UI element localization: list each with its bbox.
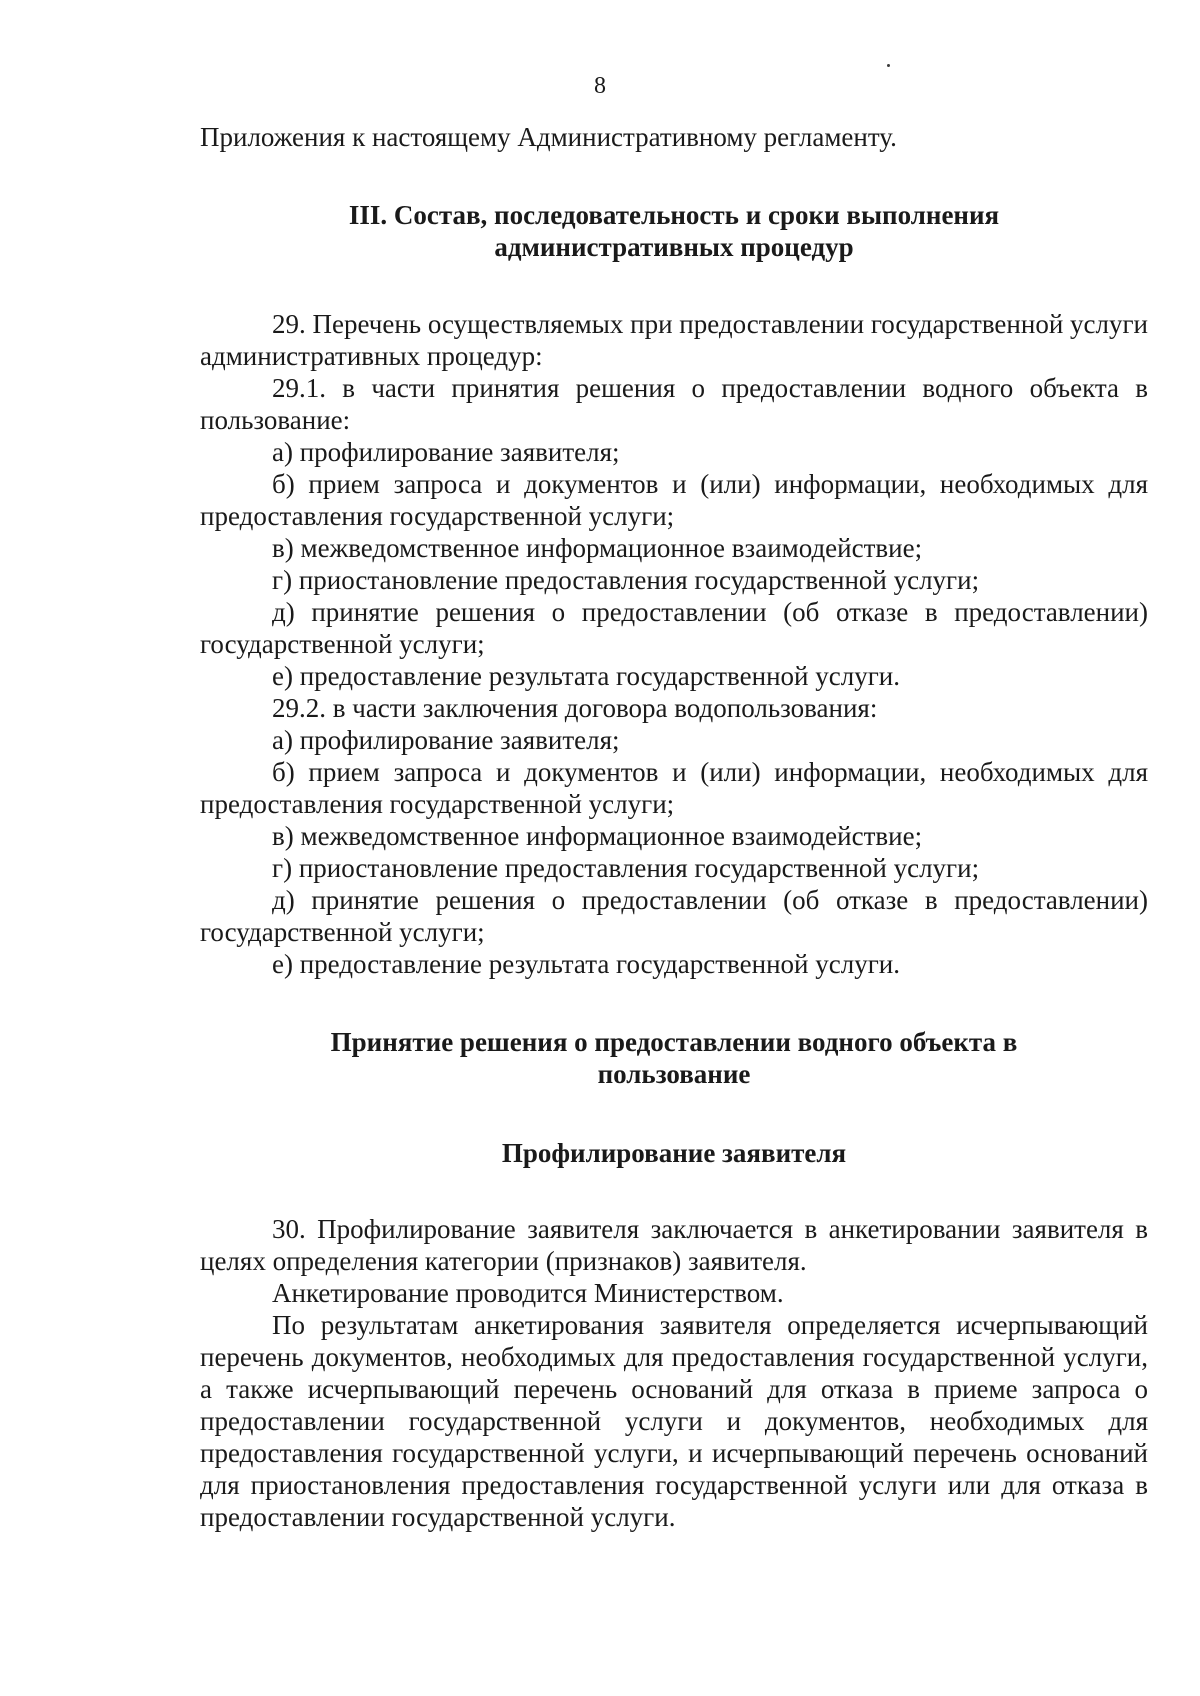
paragraph-29-1: 29.1. в части принятия решения о предоставлении водного объекта в пользование: bbox=[200, 373, 1148, 435]
list-item: е) предоставление результата государственной услуги. bbox=[272, 661, 900, 691]
paragraph-29: 29. Перечень осуществляемых при предоставлении государственной услуги административных процедур: bbox=[200, 309, 1148, 371]
subsection-heading bbox=[200, 1026, 1148, 1090]
page-number: 8 bbox=[594, 73, 606, 99]
list-item: г) приостановление предоставления государственной услуги; bbox=[272, 565, 980, 595]
list-item: б) прием запроса и документов и (или) информации, необходимых для предоставления государственной услуги; bbox=[200, 469, 1148, 531]
paragraph-30-results: По результатам анкетирования заявителя определяется исчерпывающий перечень документов, необходимых для предоставления государственной услуги, а также исчерпывающий перечень оснований для отказа в приеме запроса о предоставлении государственной услуги и документов, необходимых для предоставления государственной услуги, и исчерпывающий перечень оснований для приостановления предоставления государственной услуги или для отказа в предоставлении государственной услуги. bbox=[200, 1310, 1148, 1532]
document-body bbox=[200, 121, 1148, 1533]
section-heading-line-2: административных процедур bbox=[494, 232, 854, 262]
subsection-heading-line-2: пользование bbox=[597, 1059, 751, 1089]
list-item: г) приостановление предоставления государственной услуги; bbox=[272, 853, 980, 883]
list-item: д) принятие решения о предоставлении (об отказе в предоставлении) государственной услуги; bbox=[200, 597, 1148, 659]
subsection-heading-line-1: Принятие решения о предоставлении водного объекта в bbox=[330, 1027, 1018, 1057]
list-item: а) профилирование заявителя; bbox=[272, 437, 620, 467]
section-heading-line-1: III. Состав, последовательность и сроки выполнения bbox=[348, 200, 1000, 230]
list-item: е) предоставление результата государственной услуги. bbox=[272, 949, 900, 979]
paragraph-29-2: 29.2. в части заключения договора водопользования: bbox=[272, 693, 878, 723]
list-item: а) профилирование заявителя; bbox=[272, 725, 620, 755]
sub-subsection-heading: Профилирование заявителя bbox=[501, 1138, 847, 1168]
paragraph-30-survey: Анкетирование проводится Министерством. bbox=[272, 1278, 784, 1308]
intro-line: Приложения к настоящему Административному регламенту. bbox=[200, 122, 897, 152]
profiling-section bbox=[200, 1213, 1148, 1533]
scan-speck bbox=[887, 64, 890, 67]
list-item: в) межведомственное информационное взаимодействие; bbox=[272, 821, 923, 851]
list-item: б) прием запроса и документов и (или) информации, необходимых для предоставления государственной услуги; bbox=[200, 757, 1148, 819]
section-heading bbox=[200, 199, 1148, 263]
procedures-list bbox=[200, 308, 1148, 980]
paragraph-30: 30. Профилирование заявителя заключается в анкетировании заявителя в целях определения категории (признаков) заявителя. bbox=[200, 1214, 1148, 1276]
list-item: д) принятие решения о предоставлении (об отказе в предоставлении) государственной услуги; bbox=[200, 885, 1148, 947]
list-item: в) межведомственное информационное взаимодействие; bbox=[272, 533, 923, 563]
